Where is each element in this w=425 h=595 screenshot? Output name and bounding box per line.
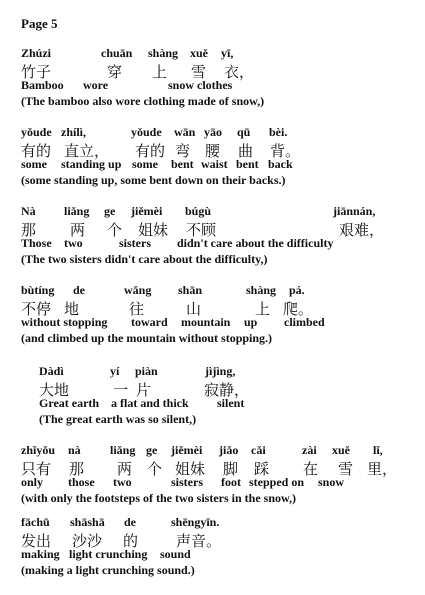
gloss-word: didn't care about the difficulty (177, 236, 334, 250)
gloss-word: some (21, 157, 47, 171)
gloss-word: sisters (171, 475, 203, 489)
pinyin-word: yí (110, 364, 120, 378)
hanzi-word: 雪 (191, 65, 207, 81)
pinyin-word: ge (104, 204, 116, 218)
pinyin-word: zhílì, (61, 125, 87, 139)
hanzi-word: 脚 (223, 462, 239, 478)
hanzi-line (21, 459, 416, 478)
hanzi-word: 山 (186, 302, 202, 318)
hanzi-word: 上 (152, 65, 168, 81)
pinyin-word: shàng (148, 46, 179, 60)
pinyin-word: bùtíng (21, 283, 55, 297)
gloss-word: mountain (181, 315, 231, 329)
pinyin-line (21, 515, 416, 531)
gloss-line (39, 396, 425, 412)
pinyin-word: fāchū (21, 515, 50, 529)
gloss-word: waist (201, 157, 228, 171)
hanzi-word: 地 (64, 302, 80, 318)
hanzi-word: 弯 (175, 144, 191, 160)
stanza-7 (21, 515, 416, 579)
hanzi-word: 两 (70, 223, 86, 239)
gloss-word: without stopping (21, 315, 108, 329)
pinyin-word: liǎng (64, 204, 90, 218)
pinyin-word: xuě (332, 443, 350, 457)
pinyin-line (21, 283, 416, 299)
pinyin-line (39, 364, 425, 380)
hanzi-word: 发出 (21, 534, 52, 550)
hanzi-word: 踩 (254, 462, 270, 478)
hanzi-word: 有的 (21, 144, 52, 160)
pinyin-word: yǒude (131, 125, 162, 139)
pinyin-word: shāshā (70, 515, 105, 529)
gloss-word: two (113, 475, 132, 489)
pinyin-word: Dàdì (39, 364, 64, 378)
hanzi-word: 腰 (205, 144, 221, 160)
stanza-2 (21, 125, 416, 189)
pinyin-word: jiǎo (219, 443, 239, 457)
gloss-line (21, 315, 416, 331)
hanzi-word: 上 (255, 302, 271, 318)
pinyin-word: nà (68, 443, 81, 457)
pinyin-word: Nà (21, 204, 36, 218)
hanzi-line (21, 141, 416, 160)
stanza-5 (39, 364, 425, 428)
hanzi-line (21, 62, 416, 81)
hanzi-word: 衣， (224, 65, 255, 81)
gloss-word: Those (21, 236, 52, 250)
pinyin-word: jiěmèi (171, 443, 203, 457)
hanzi-line (21, 299, 416, 318)
pinyin-word: shēngyīn. (171, 515, 220, 529)
pinyin-word: jiěmèi (131, 204, 163, 218)
hanzi-word: 个 (107, 223, 123, 239)
hanzi-word: 直立， (64, 144, 110, 160)
hanzi-line (39, 380, 425, 399)
pinyin-word: Zhúzi (21, 46, 52, 60)
pinyin-word: jìjìng, (205, 364, 236, 378)
pinyin-word: cǎi (251, 443, 266, 457)
hanzi-word: 穿 (107, 65, 123, 81)
pinyin-word: liǎng (110, 443, 136, 457)
hanzi-word: 姐妹 (138, 223, 169, 239)
pinyin-word: búgù (185, 204, 212, 218)
gloss-word: a flat and thick (111, 396, 189, 410)
hanzi-word: 沙沙 (72, 534, 103, 550)
gloss-word: sound (160, 547, 191, 561)
gloss-word: some (132, 157, 158, 171)
hanzi-word: 竹子 (21, 65, 52, 81)
pinyin-word: yǒude (21, 125, 52, 139)
gloss-word: sisters (119, 236, 151, 250)
stanza-4 (21, 283, 416, 347)
hanzi-line (21, 220, 416, 239)
hanzi-word: 那 (21, 223, 37, 239)
gloss-word: making (21, 547, 60, 561)
hanzi-word: 背。 (270, 144, 301, 160)
pinyin-word: de (73, 283, 85, 297)
hanzi-word: 姐妹 (175, 462, 206, 478)
gloss-word: toward (131, 315, 168, 329)
pinyin-line (21, 125, 416, 141)
hanzi-word: 的 (123, 534, 139, 550)
pinyin-word: qū (237, 125, 251, 139)
hanzi-word: 寂静， (204, 383, 250, 399)
stanza-3 (21, 204, 416, 268)
gloss-line (21, 547, 416, 563)
hanzi-word: 爬。 (283, 302, 314, 318)
hanzi-word: 那 (69, 462, 85, 478)
translation-line: (making a light crunching sound.) (21, 563, 195, 577)
pinyin-word: wǎng (124, 283, 152, 297)
hanzi-word: 不顾 (186, 223, 217, 239)
gloss-word: wore (83, 78, 109, 92)
gloss-word: Bamboo (21, 78, 64, 92)
pinyin-word: yāo (204, 125, 222, 139)
gloss-word: back (268, 157, 293, 171)
hanzi-word: 在 (303, 462, 319, 478)
hanzi-word: 曲 (238, 144, 254, 160)
translation-line: (with only the footsteps of the two sisters in the snow,) (21, 491, 296, 505)
gloss-word: snow (318, 475, 345, 489)
gloss-line (21, 157, 416, 173)
pinyin-word: lǐ, (373, 443, 383, 457)
gloss-word: only (21, 475, 44, 489)
pinyin-word: zài (302, 443, 317, 457)
hanzi-line (21, 531, 416, 550)
hanzi-word: 声音。 (176, 534, 222, 550)
pinyin-word: zhǐyǒu (21, 443, 56, 457)
gloss-word: standing up (61, 157, 122, 171)
pinyin-line (21, 204, 416, 220)
translation-line: (The two sisters didn't care about the difficulty,) (21, 252, 268, 266)
page-number: Page 5 (21, 16, 58, 31)
gloss-word: bent (171, 157, 194, 171)
stanza-1 (21, 46, 416, 110)
pinyin-word: xuě (190, 46, 208, 60)
gloss-word: stepped on (249, 475, 305, 489)
hanzi-word: 一 (113, 383, 129, 399)
pinyin-word: shàng (246, 283, 277, 297)
hanzi-word: 个 (147, 462, 163, 478)
gloss-word: climbed (284, 315, 325, 329)
pinyin-word: wān (174, 125, 196, 139)
pinyin-word: ge (146, 443, 158, 457)
hanzi-word: 大地 (39, 383, 70, 399)
gloss-word: foot (221, 475, 241, 489)
hanzi-word: 往 (129, 302, 145, 318)
gloss-word: up (244, 315, 258, 329)
gloss-line (21, 475, 416, 491)
hanzi-word: 不停 (21, 302, 52, 318)
pinyin-line (21, 46, 416, 62)
hanzi-word: 两 (117, 462, 133, 478)
pinyin-word: jiānnán, (333, 204, 376, 218)
gloss-line (21, 78, 416, 94)
stanza-6 (21, 443, 416, 507)
pinyin-word: chuān (101, 46, 133, 60)
gloss-word: light crunching (69, 547, 148, 561)
hanzi-word: 里， (367, 462, 398, 478)
hanzi-word: 只有 (21, 462, 52, 478)
gloss-word: Great earth (39, 396, 100, 410)
translation-line: (and climbed up the mountain without stopping.) (21, 331, 273, 345)
hanzi-word: 片 (136, 383, 152, 399)
gloss-word: snow clothes (168, 78, 233, 92)
translation-line: (some standing up, some bent down on their backs.) (21, 173, 286, 187)
hanzi-word: 艰难， (339, 223, 385, 239)
gloss-word: those (68, 475, 95, 489)
pinyin-word: de (124, 515, 136, 529)
translation-line: (The bamboo also wore clothing made of snow,) (21, 94, 265, 108)
pinyin-word: pá. (289, 283, 305, 297)
pinyin-line (21, 443, 416, 459)
translation-line: (The great earth was so silent,) (39, 412, 197, 426)
gloss-word: bent (236, 157, 259, 171)
pinyin-word: shān (178, 283, 203, 297)
gloss-word: two (64, 236, 83, 250)
hanzi-word: 有的 (135, 144, 166, 160)
pinyin-word: yī, (221, 46, 234, 60)
pinyin-word: piàn (135, 364, 158, 378)
gloss-word: silent (217, 396, 245, 410)
hanzi-word: 雪 (338, 462, 354, 478)
gloss-line (21, 236, 416, 252)
pinyin-word: bèi. (269, 125, 288, 139)
